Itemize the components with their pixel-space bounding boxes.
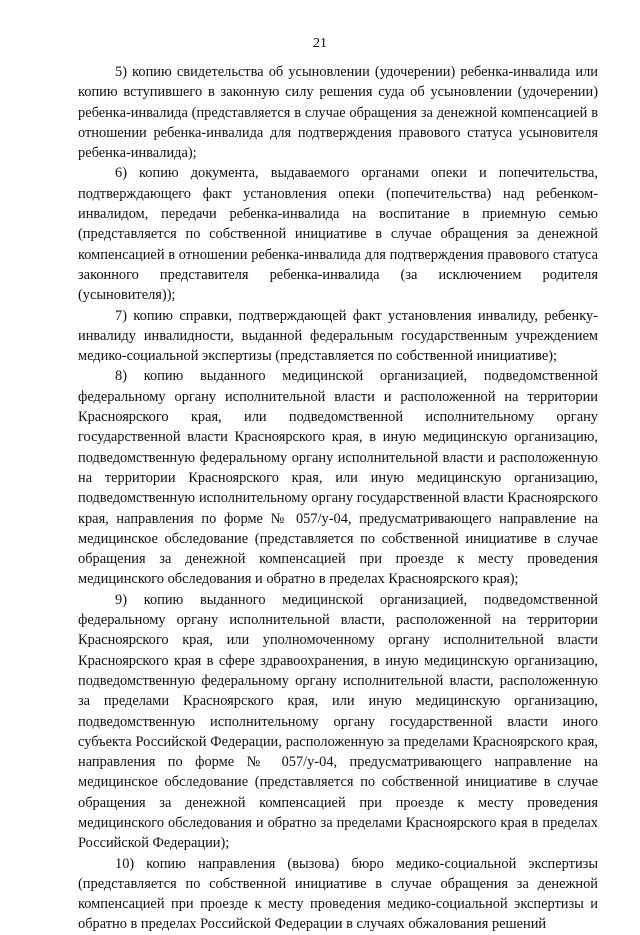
paragraph-item-8: 8) копию выданного медицинской организацией, подведомственной федеральному органу исполнительной власти и расположенной на территории Красноярского края, или подведомственной исполнительному органу государственной власти Красноярского края, в иную медицинскую организацию, подведомственную федеральному органу исполнительной власти и расположенную на территории Красноярского края, или иную медицинскую организацию, подведомственную исполнительному органу государственной власти Красноярского края, направления по форме № 057/у-04, предусматривающего направление на медицинское обследование (представляется по собственной инициативе в случае обращения за денежной компенсацией при проезде к месту проведения медицинского обследования и обратно в пределах Красноярского края); bbox=[78, 368, 598, 588]
paragraph-item-5: 5) копию свидетельства об усыновлении (удочерении) ребенка-инвалида или копию вступившего в законную силу решения суда об усыновлении (удочерении) ребенка-инвалида (представляется в случае обращения за денежной компенсацией в отношении ребенка-инвалида для подтверждения правового статуса усыновителя ребенка-инвалида); bbox=[78, 64, 598, 162]
paragraph-item-6: 6) копию документа, выдаваемого органами опеки и попечительства, подтверждающего факт установления опеки (попечительства) над ребенком-инвалидом, передачи ребенка-инвалида на воспитание в приемную семью (представляется по собственной инициативе в случае обращения за денежной компенсацией в отношении ребенка-инвалида для подтверждения правового статуса законного представителя ребенка-инвалида (за исключением родителя (усыновителя)); bbox=[78, 165, 598, 304]
paragraph-item-9: 9) копию выданного медицинской организацией, подведомственной федеральному органу исполнительной власти, расположенной на территории Красноярского края, или уполномоченному органу исполнительной власти Красноярского края в сфере здравоохранения, в иную медицинскую организацию, подведомственную федеральному органу исполнительной власти, расположенную за пределами Красноярского края, или иную медицинскую организацию, подведомственную исполнительному органу государственной власти иного субъекта Российской Федерации, расположенную за пределами Красноярского края, направления по форме № 057/у-04, предусматривающего направление на медицинское обследование (представляется по собственной инициативе в случае обращения за денежной компенсацией при проезде к месту проведения медицинского обследования и обратно за пределами Красноярского края в пределах Российской Федерации); bbox=[78, 591, 598, 852]
paragraph-item-10: 10) копию направления (вызова) бюро медико-социальной экспертизы (представляется по собственной инициативе в случае обращения за денежной компенсацией при проезде к месту проведения медико-социальной экспертизы и обратно в пределах Российской Федерации в случаях обжалования решений bbox=[78, 855, 598, 933]
document-body bbox=[78, 62, 598, 935]
page-number: 21 bbox=[313, 36, 327, 51]
paragraph-item-7: 7) копию справки, подтверждающей факт установления инвалиду, ребенку-инвалиду инвалидности, выданной федеральным государственным учреждением медико-социальной экспертизы (представляется по собственной инициативе); bbox=[78, 307, 598, 365]
